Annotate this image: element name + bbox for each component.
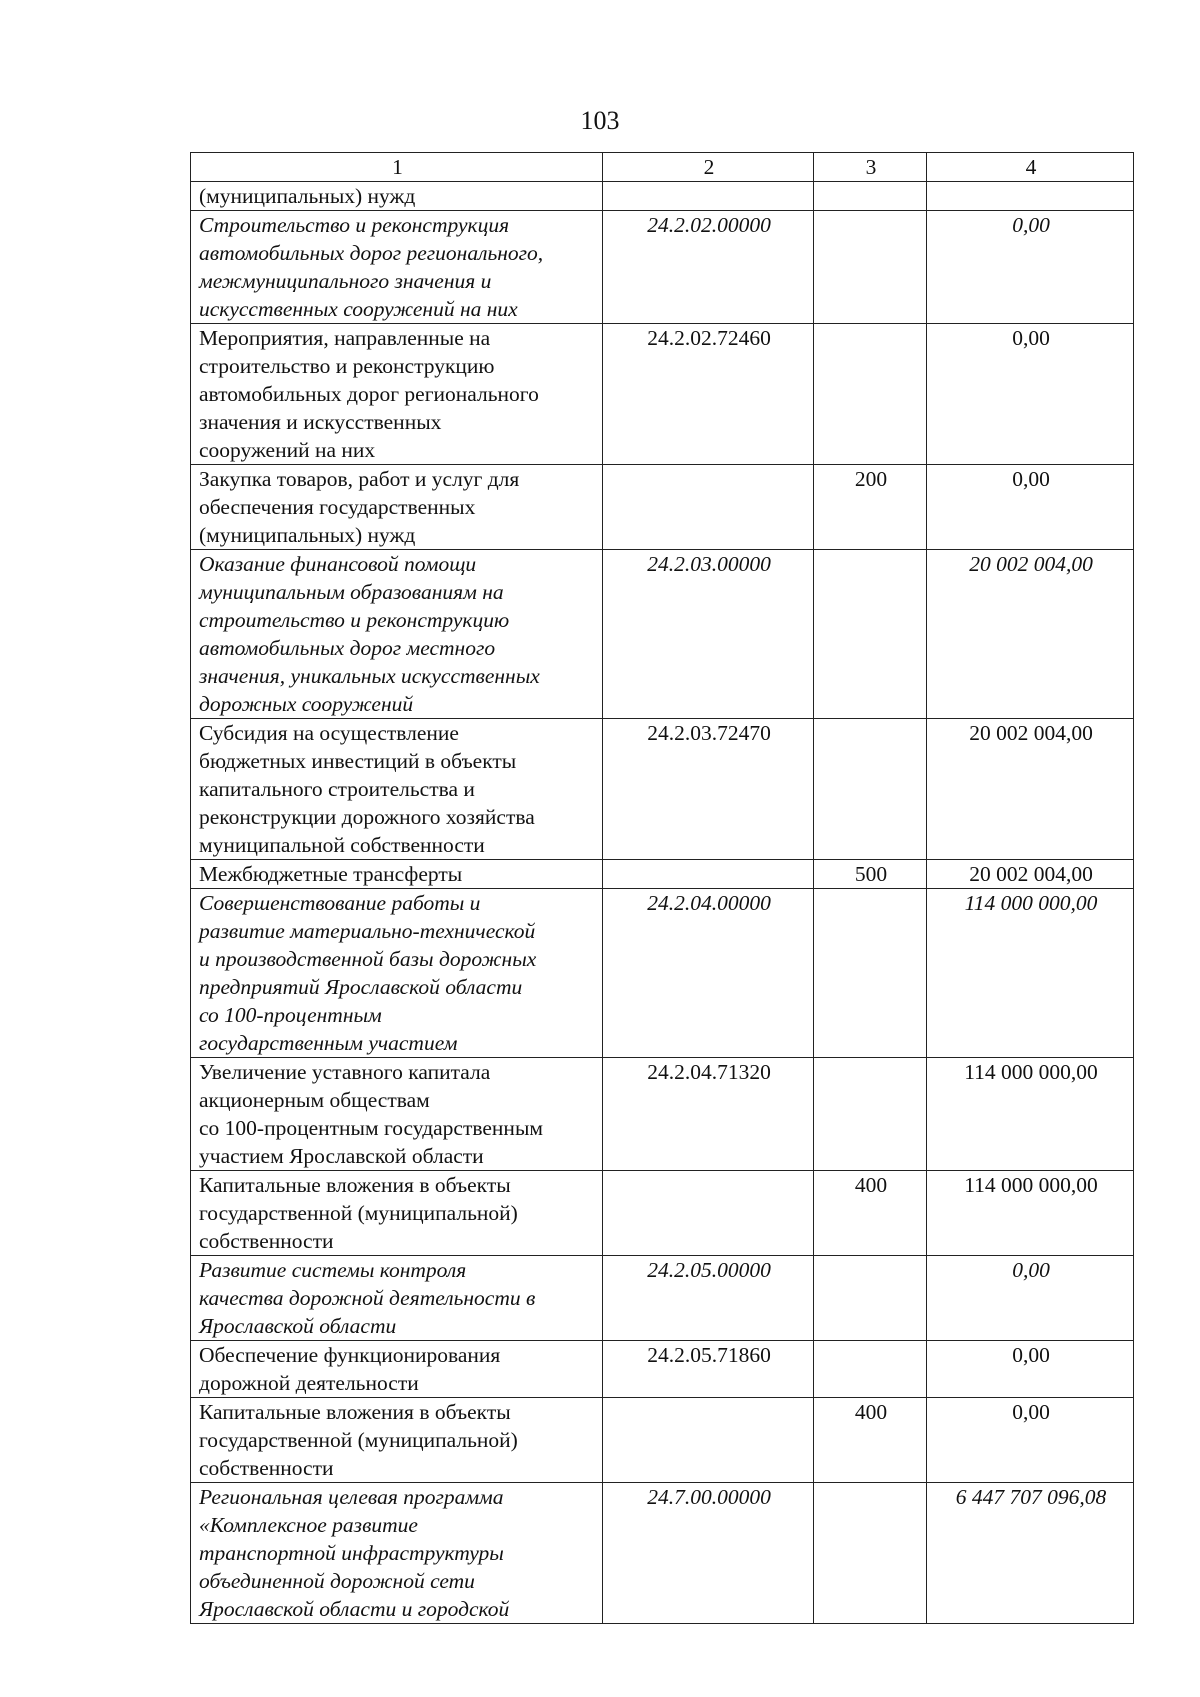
row-amount-cell: [927, 1256, 1134, 1341]
row-expense-type-cell-text: 400: [854, 1400, 888, 1424]
row-name-cell-text: Субсидия на осуществление бюджетных инвестиций в объекты капитального строительства и реконструкции дорожного хозяйства муниципальной собственности: [199, 721, 535, 857]
row-expense-type-cell: [814, 860, 927, 889]
row-name-cell: [191, 324, 603, 465]
row-expense-type-cell: [814, 1341, 927, 1398]
row-name-cell-text: Закупка товаров, работ и услуг для обеспечения государственных (муниципальных) нужд: [199, 467, 520, 547]
row-name-cell-text: Обеспечение функционирования дорожной деятельности: [199, 1343, 501, 1395]
table-row: [191, 465, 1134, 550]
row-code-cell-text: 24.2.03.00000: [647, 552, 771, 576]
table-body: [191, 182, 1134, 1624]
row-name-cell-text: Мероприятия, направленные на строительство и реконструкцию автомобильных дорог регионального значения и искусственных сооружений на них: [199, 326, 539, 462]
row-amount-cell-text: 0,00: [1012, 326, 1050, 350]
row-name-cell-text: Региональная целевая программа «Комплексное развитие транспортной инфраструктуры объединенной дорожной сети Ярославской области и городской: [199, 1485, 510, 1621]
row-name-cell: [191, 182, 603, 211]
table-row: [191, 719, 1134, 860]
row-expense-type-cell: [814, 1398, 927, 1483]
row-amount-cell: [927, 1341, 1134, 1398]
row-name-cell: [191, 1058, 603, 1171]
row-code-cell: [603, 1398, 814, 1483]
row-code-cell: [603, 719, 814, 860]
row-code-cell: [603, 465, 814, 550]
row-amount-cell: [927, 1171, 1134, 1256]
row-code-cell: [603, 550, 814, 719]
row-name-cell-text: Капитальные вложения в объекты государственной (муниципальной) собственности: [199, 1173, 518, 1253]
table-row: [191, 1398, 1134, 1483]
row-expense-type-cell: [814, 550, 927, 719]
row-code-cell: [603, 211, 814, 324]
row-amount-cell-text: 20 002 004,00: [969, 552, 1093, 576]
row-expense-type-cell: [814, 889, 927, 1058]
row-expense-type-cell: [814, 1483, 927, 1624]
row-amount-cell-text: 114 000 000,00: [964, 891, 1098, 915]
row-code-cell-text: 24.2.05.00000: [647, 1258, 771, 1282]
row-amount-cell: [927, 324, 1134, 465]
row-code-cell: [603, 324, 814, 465]
row-name-cell: [191, 719, 603, 860]
row-expense-type-cell: [814, 1256, 927, 1341]
row-name-cell: [191, 1341, 603, 1398]
row-expense-type-cell: [814, 465, 927, 550]
row-expense-type-cell: [814, 1171, 927, 1256]
row-amount-cell: [927, 719, 1134, 860]
row-amount-cell-text: 0,00: [1012, 1343, 1050, 1367]
row-amount-cell: [927, 1483, 1134, 1624]
row-amount-cell: [927, 889, 1134, 1058]
row-name-cell-text: Строительство и реконструкция автомобильных дорог регионального, межмуниципального значения и искусственных сооружений на них: [199, 213, 544, 321]
row-code-cell: [603, 1058, 814, 1171]
row-amount-cell-text: 0,00: [1012, 1258, 1050, 1282]
row-code-cell: [603, 1171, 814, 1256]
table-row: [191, 860, 1134, 889]
column-header-3: 3: [814, 153, 927, 182]
row-name-cell-text: Оказание финансовой помощи муниципальным образованиям на строительство и реконструкцию автомобильных дорог местного значения, уникальных искусственных дорожных сооружений: [199, 552, 540, 716]
row-amount-cell: [927, 211, 1134, 324]
row-amount-cell: [927, 465, 1134, 550]
row-amount-cell-text: 0,00: [1012, 467, 1050, 491]
table-header-row: [191, 153, 1134, 182]
row-amount-cell-text: 0,00: [1012, 1400, 1050, 1424]
row-code-cell: [603, 1483, 814, 1624]
row-amount-cell: [927, 1398, 1134, 1483]
row-amount-cell-text: 114 000 000,00: [964, 1173, 1098, 1197]
row-amount-cell: [927, 1058, 1134, 1171]
row-name-cell-text: Развитие системы контроля качества дорожной деятельности в Ярославской области: [199, 1258, 536, 1338]
row-name-cell: [191, 889, 603, 1058]
row-code-cell-text: 24.2.02.00000: [647, 213, 771, 237]
table-row: [191, 324, 1134, 465]
row-amount-cell: [927, 182, 1134, 211]
row-expense-type-cell: [814, 719, 927, 860]
table-row: [191, 1171, 1134, 1256]
row-expense-type-cell: [814, 182, 927, 211]
row-amount-cell-text: 20 002 004,00: [969, 721, 1093, 745]
row-code-cell-text: 24.2.05.71860: [647, 1343, 771, 1367]
row-amount-cell: [927, 550, 1134, 719]
page-number: 103: [580, 106, 620, 135]
row-code-cell-text: 24.2.03.72470: [647, 721, 771, 745]
row-expense-type-cell-text: 500: [854, 862, 888, 886]
budget-table: [190, 152, 1134, 1624]
row-name-cell: [191, 211, 603, 324]
row-name-cell: [191, 465, 603, 550]
row-expense-type-cell: [814, 211, 927, 324]
row-amount-cell: [927, 860, 1134, 889]
column-header-4: 4: [927, 153, 1134, 182]
row-name-cell: [191, 1171, 603, 1256]
row-name-cell-text: Межбюджетные трансферты: [199, 862, 463, 886]
table-row: [191, 1483, 1134, 1624]
row-expense-type-cell-text: 200: [854, 467, 888, 491]
row-amount-cell-text: 20 002 004,00: [969, 862, 1093, 886]
table-row: [191, 182, 1134, 211]
row-name-cell-text: Увеличение уставного капитала акционерным обществам со 100-процентным государственным участием Ярославской области: [199, 1060, 543, 1168]
row-code-cell: [603, 860, 814, 889]
row-code-cell-text: 24.2.04.71320: [647, 1060, 771, 1084]
table-row: [191, 1256, 1134, 1341]
row-name-cell: [191, 860, 603, 889]
table-row: [191, 1058, 1134, 1171]
row-code-cell: [603, 182, 814, 211]
row-name-cell: [191, 550, 603, 719]
row-name-cell-text: Совершенствование работы и развитие материально-технической и производственной базы дорожных предприятий Ярославской области со 100-процентным государственным участием: [199, 891, 537, 1055]
row-name-cell-text: (муниципальных) нужд: [199, 184, 416, 208]
row-amount-cell-text: 6 447 707 096,08: [955, 1485, 1107, 1509]
table-row: [191, 1341, 1134, 1398]
row-expense-type-cell-text: 400: [854, 1173, 888, 1197]
table-row: [191, 889, 1134, 1058]
table-row: [191, 211, 1134, 324]
table-row: [191, 550, 1134, 719]
row-code-cell-text: 24.2.04.00000: [647, 891, 771, 915]
row-code-cell: [603, 889, 814, 1058]
row-name-cell: [191, 1398, 603, 1483]
row-code-cell: [603, 1341, 814, 1398]
row-name-cell-text: Капитальные вложения в объекты государственной (муниципальной) собственности: [199, 1400, 518, 1480]
row-expense-type-cell: [814, 1058, 927, 1171]
row-name-cell: [191, 1256, 603, 1341]
row-code-cell: [603, 1256, 814, 1341]
row-expense-type-cell: [814, 324, 927, 465]
row-code-cell-text: 24.7.00.00000: [647, 1485, 771, 1509]
row-amount-cell-text: 0,00: [1012, 213, 1050, 237]
row-name-cell: [191, 1483, 603, 1624]
row-code-cell-text: 24.2.02.72460: [647, 326, 771, 350]
row-amount-cell-text: 114 000 000,00: [964, 1060, 1098, 1084]
column-header-1: 1: [191, 153, 603, 182]
column-header-2: 2: [603, 153, 814, 182]
